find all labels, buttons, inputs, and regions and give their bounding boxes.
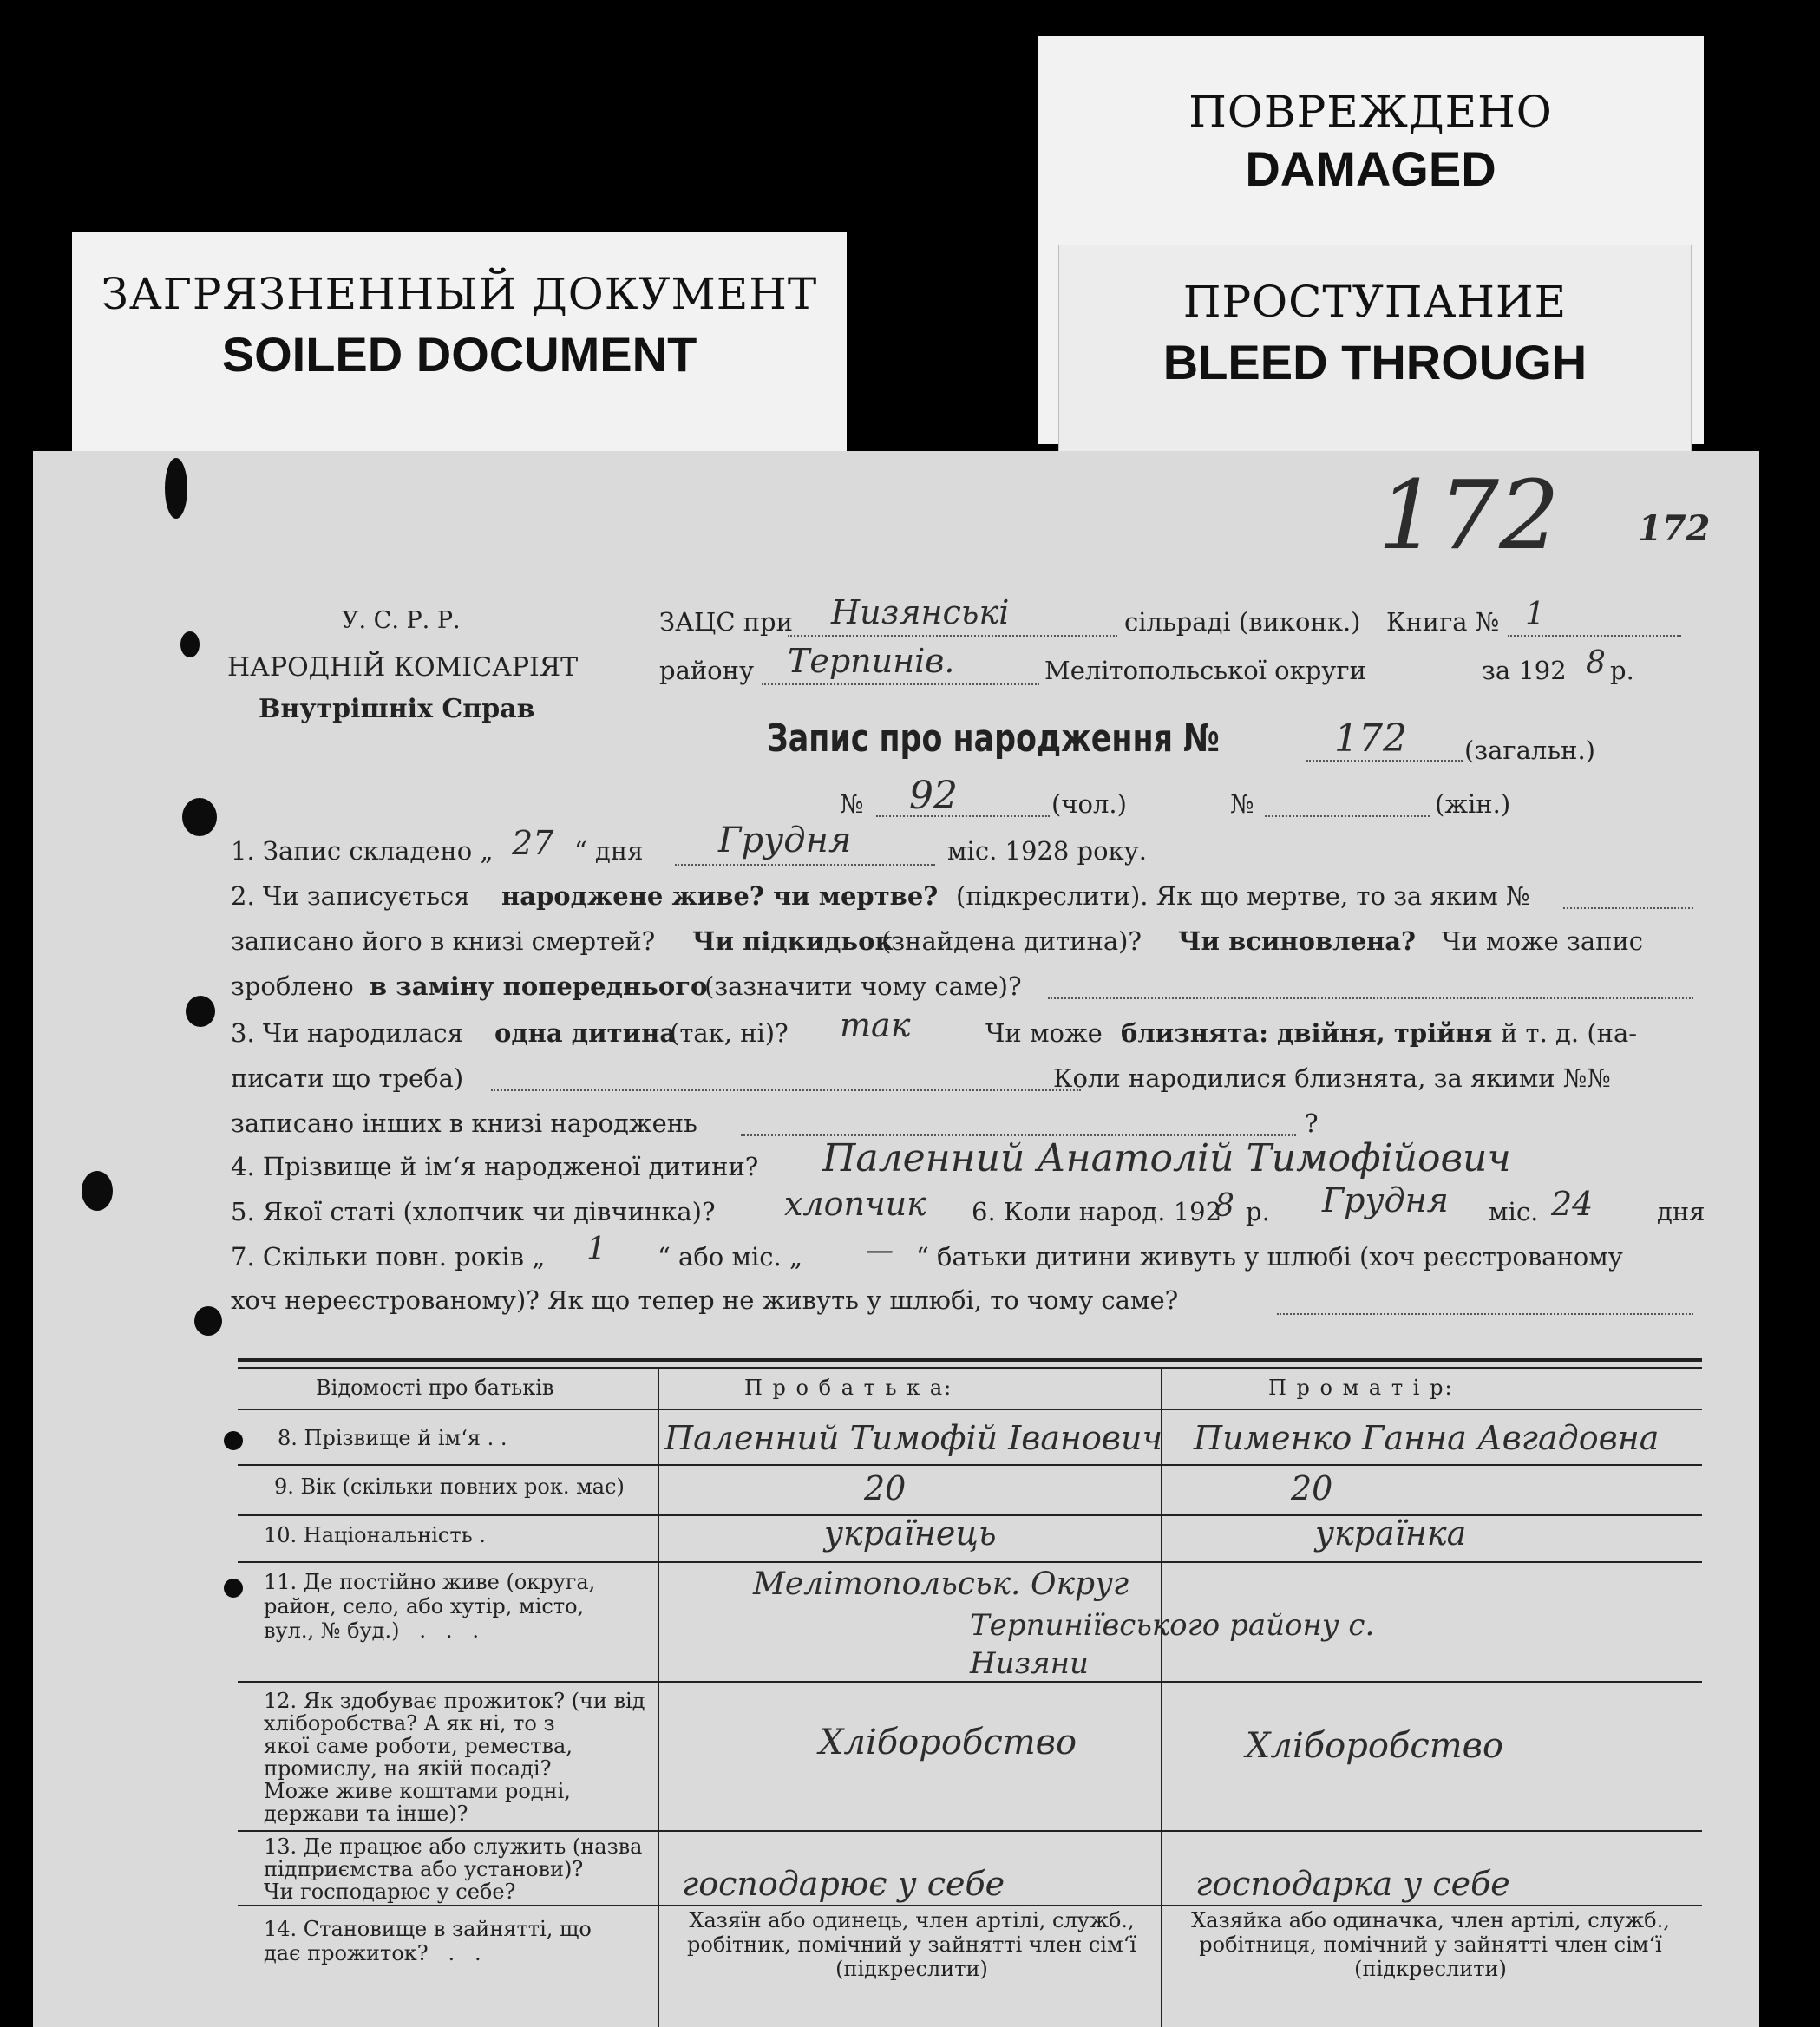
q3-l2a: писати що треба) [231, 1063, 464, 1093]
row14-label: 14. Становище в зайнятті, що дає прожиток? . . [264, 1917, 592, 1965]
q2-l2e: Чи може запис [1442, 926, 1644, 956]
page-hole [224, 1579, 243, 1598]
page-hole [165, 458, 187, 519]
q2-l2c: (знайдена дитина)? [881, 926, 1142, 956]
soiled-label-ru: ЗАГРЯЗНЕННЫЙ ДОКУМЕНТ [101, 269, 818, 319]
soiled-document-label [72, 232, 847, 467]
q3-l1e: близнята: двійня, трійня [1121, 1018, 1493, 1048]
row11-label: 11. Де постійно живе (округа, район, село, або хутір, місто, вул., № буд.) . . . [264, 1570, 596, 1643]
record-title: Запис про народження № [767, 716, 1220, 761]
record-number: 172 [1334, 716, 1407, 761]
page-hole [194, 1306, 222, 1336]
q7-months: — [866, 1233, 894, 1266]
table-header-father: П р о б а т ь к а: [744, 1376, 953, 1400]
q7-l1a: 7. Скільки повн. років „ [231, 1242, 546, 1272]
male-number: 92 [909, 774, 958, 818]
page-hole [82, 1171, 113, 1211]
zags-line [788, 635, 1117, 637]
year-value: 8 [1586, 645, 1606, 681]
page-number-small: 172 [1638, 508, 1711, 549]
female-number-line [1265, 815, 1430, 817]
q2-l3c: (зазначити чому саме)? [704, 971, 1022, 1001]
female-label: (жін.) [1435, 789, 1511, 819]
q7-l1c: “ батьки дитини живуть у шлюбі (хоч реєстрованому [916, 1242, 1623, 1272]
row14-father: Хазяїн або одинець, член артілі, служб., робітник, помічний у зайнятті член сім‘ї (підкреслити) [687, 1908, 1136, 1981]
row12-mother: Хліборобство [1246, 1726, 1504, 1766]
damaged-label-en: DAMAGED [1245, 141, 1496, 196]
zags-value: Низянські [831, 593, 1010, 631]
bleed-through-label [1058, 245, 1692, 481]
q1-month-line [675, 864, 935, 866]
male-no-sign: № [840, 789, 864, 819]
male-label: (чол.) [1051, 789, 1127, 819]
q3-l1d: Чи може [985, 1018, 1103, 1048]
q3-l1a: 3. Чи народилася [231, 1018, 463, 1048]
q2-l2b: Чи підкидьок [692, 926, 894, 956]
table-row-rule [238, 1409, 1702, 1410]
soiled-label-en: SOILED DOCUMENT [221, 327, 697, 382]
row12-father: Хліборобство [819, 1723, 1077, 1762]
row13-label: 13. Де працює або служить (назва підприємства або установи)? Чи господарює у себе? [264, 1834, 643, 1904]
row9-father: 20 [864, 1469, 907, 1507]
row8-father: Паленний Тимофій Іванович [664, 1419, 1163, 1457]
q5-answer: хлопчик [784, 1185, 926, 1223]
q7-l1b: “ або міс. „ [658, 1242, 803, 1272]
book-line [1508, 635, 1681, 637]
table-row-rule [238, 1830, 1702, 1832]
row8-mother: Пименко Ганна Авгадовна [1194, 1419, 1660, 1457]
ussr-heading: У. С. Р. Р. [342, 607, 461, 634]
rayon-value: Терпинів. [788, 642, 955, 680]
table-top-rule-2 [238, 1367, 1702, 1369]
table-row-rule [238, 1561, 1702, 1563]
page-hole [186, 996, 215, 1027]
q6-mis: міс. [1489, 1197, 1539, 1226]
q3-l3b: ? [1305, 1108, 1319, 1138]
q1-day: 27 [512, 824, 554, 862]
q2-reason-line [1048, 997, 1693, 999]
table-row-rule [238, 1464, 1702, 1466]
q3-l1b: одна дитина [494, 1018, 677, 1048]
row14-mother: Хазяйка або одиначка, член артілі, служб., робітниця, помічний у зайнятті член сім‘ї (підкреслити) [1191, 1908, 1670, 1981]
q6-month: Грудня [1322, 1181, 1449, 1219]
q3-l1f: й т. д. (на- [1501, 1018, 1638, 1048]
q2-l1a: 2. Чи записується [231, 881, 470, 911]
q2-l2d: Чи всиновлена? [1178, 926, 1417, 956]
q3-l2b: Коли народилися близнята, за якими №№ [1053, 1063, 1611, 1093]
table-top-rule [238, 1358, 1702, 1362]
q6-year: 8 [1214, 1188, 1234, 1224]
general-label: (загальн.) [1464, 736, 1595, 765]
male-number-line [876, 815, 1050, 817]
q2-l1b: народжене живе? чи мертве? [501, 881, 939, 911]
page-hole [182, 798, 217, 836]
q7-l2: хоч нереєстрованому)? Як що тепер не живуть у шлюбі, то чому саме? [231, 1285, 1179, 1315]
row11-mother: Терпиніївського району с. Низяни [970, 1608, 1375, 1681]
q4-label: 4. Прізвище й ім‘я народженої дитини? [231, 1152, 759, 1181]
page-hole [180, 631, 200, 657]
q6-r: р. [1246, 1197, 1270, 1226]
page-hole [224, 1431, 243, 1450]
row12-label: 12. Як здобуває прожиток? (чи від хліборобства? А як ні, то з якої саме роботи, ремества, промислу, на якій посаді? Може живе коштами родні, держави та інше)? [264, 1689, 645, 1826]
table-col-divider [658, 1367, 659, 2027]
row8-label: 8. Прізвище й ім‘я . . [278, 1426, 507, 1450]
damaged-label-ru: ПОВРЕЖДЕНО [1188, 87, 1553, 137]
q1-mid: “ дня [574, 836, 644, 866]
bleed-label-en: BLEED THROUGH [1162, 335, 1588, 389]
zags-prefix: ЗАЦС при [659, 607, 793, 637]
q2-l3b: в заміну попереднього [370, 971, 708, 1001]
q3-twins-line [491, 1089, 1081, 1091]
row10-mother: українка [1315, 1514, 1467, 1553]
birth-record-page [33, 451, 1759, 2027]
internal-affairs-heading: Внутрішніх Справ [259, 694, 535, 724]
q7-reason-line [1277, 1313, 1693, 1315]
rayon-prefix: району [659, 656, 755, 685]
q2-l1c: (підкреслити). Як що мертве, то за яким № [956, 881, 1530, 911]
book-label: Книга № [1386, 607, 1500, 637]
row13-father: господарює у себе [682, 1865, 1005, 1903]
q3-l3a: записано інших в книзі народжень [231, 1108, 697, 1138]
rayon-line [762, 683, 1039, 685]
page-number-large: 172 [1378, 460, 1560, 571]
q6-label: 6. Коли народ. 192 [972, 1197, 1222, 1226]
bleed-label-ru: ПРОСТУПАНИЕ [1182, 277, 1568, 327]
q2-death-line [1563, 907, 1693, 909]
female-no-sign: № [1230, 789, 1254, 819]
year-prefix: за 192 [1482, 656, 1567, 685]
row10-father: українець [824, 1514, 997, 1553]
q3-answer: так [840, 1006, 911, 1044]
q4-answer: Паленний Анатолій Тимофійович [822, 1136, 1511, 1180]
book-value: 1 [1525, 597, 1545, 632]
year-suffix: р. [1610, 656, 1634, 685]
row11-father: Мелітопольськ. Округ [753, 1566, 1129, 1602]
table-row-rule [238, 1905, 1702, 1906]
table-header-mother: П р о м а т і р: [1268, 1376, 1454, 1400]
q6-day: 24 [1551, 1185, 1594, 1223]
row10-label: 10. Національність . [264, 1523, 486, 1547]
table-col-divider [1161, 1367, 1162, 2027]
row9-mother: 20 [1291, 1469, 1333, 1507]
q7-years: 1 [586, 1232, 606, 1267]
q2-l2a: записано його в книзі смертей? [231, 926, 656, 956]
q3-l1c: (так, ні)? [670, 1018, 789, 1048]
table-header-info: Відомості про батьків [316, 1376, 554, 1400]
row13-mother: господарка у себе [1195, 1865, 1510, 1903]
q5-label: 5. Якої статі (хлопчик чи дівчинка)? [231, 1197, 716, 1226]
row9-label: 9. Вік (скільки повних рок. має) [274, 1474, 625, 1499]
q1-month: Грудня [718, 821, 852, 860]
zags-suffix: сільраді (виконк.) [1124, 607, 1361, 637]
q6-dnya: дня [1657, 1197, 1705, 1226]
q1-prefix: 1. Запис складено „ [231, 836, 494, 866]
okruga-label: Мелітопольської округи [1044, 656, 1366, 685]
q1-suffix: міс. 1928 року. [947, 836, 1147, 866]
q2-l3a: зроблено [231, 971, 354, 1001]
commissariat-heading: НАРОДНІЙ КОМІСАРІЯТ [227, 652, 579, 683]
